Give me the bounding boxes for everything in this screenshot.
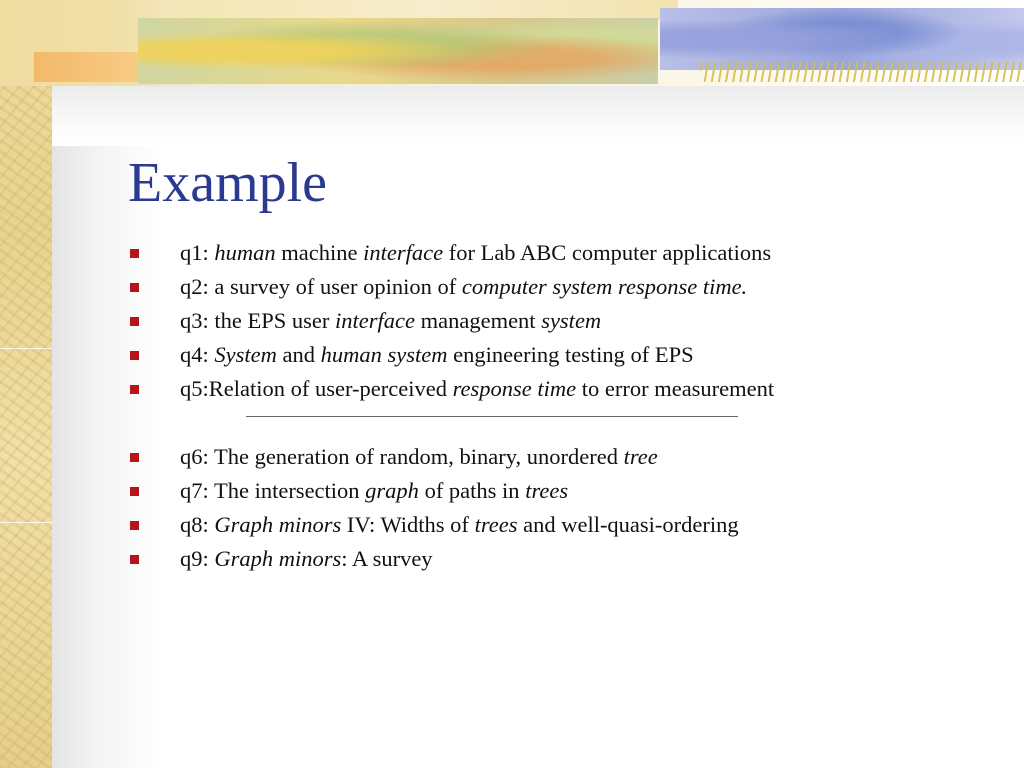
text-run: engineering testing of EPS [447,342,694,367]
list-item [128,542,774,576]
list-item [128,508,774,542]
text-run: q7: The intersection [180,478,366,503]
text-run: to error measurement [576,376,775,401]
strip-divider [0,348,52,349]
list-item [128,440,774,474]
list-item-text [180,546,433,571]
list-item [128,372,774,406]
separator [128,406,774,440]
list-item [128,474,774,508]
italic-term: human [214,240,276,265]
square-bullet-icon [130,283,139,292]
text-run: q8: [180,512,215,537]
text-run: q1: [180,240,215,265]
square-bullet-icon [130,351,139,360]
square-bullet-icon [130,453,139,462]
list-item-text [180,308,601,333]
text-run: and well-quasi-ordering [517,512,739,537]
italic-term: trees [525,478,569,503]
square-bullet-icon [130,521,139,530]
square-bullet-icon [130,317,139,326]
italic-term: Graph minors [214,512,342,537]
italic-term: response time [452,376,577,401]
text-run: for Lab ABC computer applications [443,240,772,265]
italic-term: graph [365,478,419,503]
text-run: q9: [180,546,215,571]
list-item [128,338,774,372]
strip-divider [0,522,52,523]
list-item-text [180,444,658,469]
list-item [128,304,774,338]
text-run: q4: [180,342,215,367]
text-run: management [414,308,542,333]
italic-term: human system [320,342,448,367]
text-run: IV: Widths of [341,512,475,537]
square-bullet-icon [130,487,139,496]
list-item [128,236,774,270]
text-run: of paths in [418,478,526,503]
italic-term: interface [363,240,444,265]
text-run: machine [275,240,364,265]
list-item [128,270,774,304]
square-bullet-icon [130,249,139,258]
list-item-text [180,240,771,265]
italic-term: Graph minors [214,546,342,571]
italic-term: system [541,308,602,333]
bullet-list [128,236,774,576]
italic-term: System [214,342,277,367]
square-bullet-icon [130,555,139,564]
text-run: q3: the EPS user [180,308,335,333]
square-bullet-icon [130,385,139,394]
text-run: and [276,342,321,367]
separator-line [246,416,738,417]
top-shadow [52,86,1024,146]
list-item-text [180,512,739,537]
list-item-text [180,274,747,299]
left-decorative-strip [0,0,52,768]
list-item-text [180,478,568,503]
banner-grass-image [700,62,1024,82]
text-run: q2: a survey of user opinion of [180,274,462,299]
text-run: q6: The generation of random, binary, unordered [180,444,624,469]
list-item-text [180,342,694,367]
italic-term: computer system response time. [461,274,748,299]
text-run: : A survey [341,546,433,571]
italic-term: interface [335,308,415,333]
list-item-text [180,376,774,401]
banner-leaf-image [138,18,658,84]
banner-blue-image [660,8,1024,70]
italic-term: tree [623,444,658,469]
text-run: q5:Relation of user-perceived [180,376,453,401]
slide-title: Example [128,152,328,214]
italic-term: trees [474,512,518,537]
banner-orange-block [34,52,144,82]
banner-leaf-top [178,0,678,20]
